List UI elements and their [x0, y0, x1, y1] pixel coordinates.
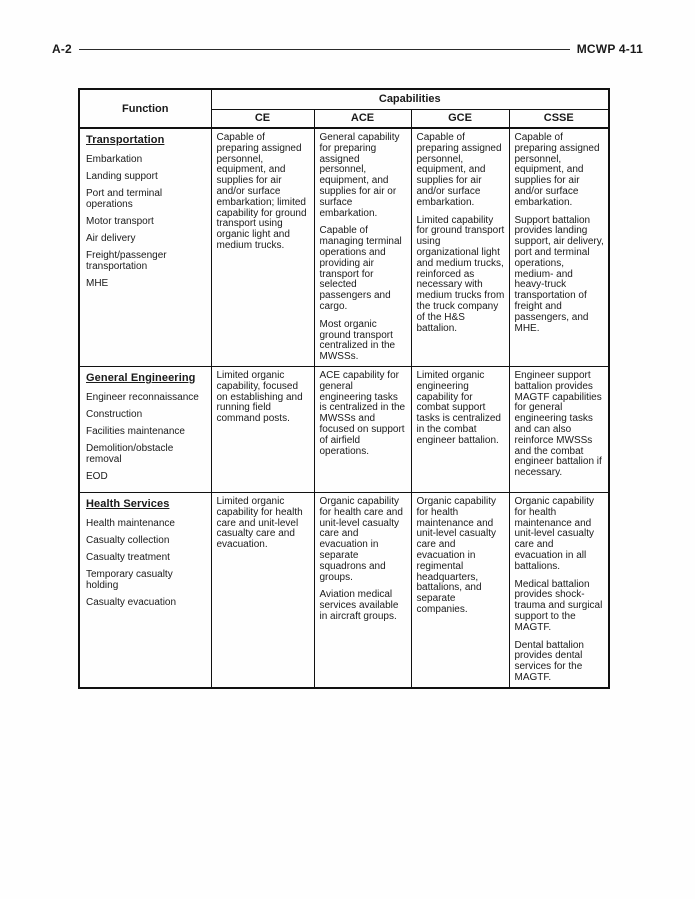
function-cell [79, 128, 211, 366]
header-rule [79, 49, 570, 50]
function-title: Health Services [86, 497, 170, 510]
capability-cell-csse [509, 366, 609, 492]
page-number: A-2 [52, 42, 72, 56]
capability-paragraph: Organic capability for health maintenance and unit-level casualty care and evacuation in regimental headquarters, battalions, and separate companies. [416, 495, 496, 615]
capability-cell-gce [411, 128, 509, 366]
table-row [79, 128, 609, 366]
capability-paragraph: Engineer support battalion provides MAGTF capabilities for general engineering tasks and can also reinforce MWSSs and the combat engineer battalion if necessary. [514, 369, 602, 479]
function-column-header: Function [79, 89, 211, 128]
function-item: Temporary casualty holding [86, 568, 173, 591]
capabilities-group-header: Capabilities [211, 89, 609, 109]
capability-paragraph: General capability for preparing assigned personnel, equipment, and supplies for air or surface embarkation. [319, 132, 400, 219]
table-body [79, 128, 609, 688]
function-item: EOD [86, 470, 108, 482]
function-title: General Engineering [86, 371, 196, 384]
function-cell [79, 366, 211, 492]
capability-paragraph: Limited organic engineering capability for combat support tasks is centralized in the combat engineer battalion. [416, 369, 501, 446]
table-row [79, 366, 609, 492]
capability-paragraph: Organic capability for health care and unit-level casualty care and evacuation in separate squadrons and groups. [319, 495, 403, 583]
function-item: Freight/passenger transportation [86, 250, 167, 272]
capability-cell-ace [314, 128, 411, 366]
function-item: Health maintenance [86, 517, 175, 529]
capabilities-table [78, 88, 610, 689]
table-header-row-1 [79, 89, 609, 109]
capability-cell-ace [314, 492, 411, 687]
function-item: Casualty collection [86, 534, 170, 546]
function-item: Demolition/obstacle removal [86, 442, 174, 465]
capability-paragraph: Limited capability for ground transport using organizational light and medium trucks, reinforced as necessary with medium trucks from the truck company of the H&S battalion. [416, 214, 505, 334]
capability-cell-csse [509, 492, 609, 687]
function-item: Casualty evacuation [86, 596, 177, 608]
capability-paragraph: Capable of preparing assigned personnel, equipment, and supplies for air and/or surface embarkation. [514, 132, 600, 208]
capability-paragraph: Capable of preparing assigned personnel, equipment, and supplies for air and/or surface embarkation; limited capability for ground transport using organic light and medium trucks. [216, 132, 307, 251]
function-item: MHE [86, 278, 109, 289]
function-cell [79, 492, 211, 687]
capability-cell-gce [411, 366, 509, 492]
function-item: Construction [86, 408, 143, 420]
capability-paragraph: Medical battalion provides shock-trauma and surgical support to the MAGTF. [514, 578, 603, 633]
capability-paragraph: Aviation medical services available in aircraft groups. [319, 589, 399, 622]
function-item: Air delivery [86, 233, 136, 244]
capability-paragraph: Capable of preparing assigned personnel, equipment, and supplies for air and/or surface embarkation. [416, 132, 502, 208]
function-item: Facilities maintenance [86, 425, 185, 437]
column-header-ce: CE [211, 109, 314, 128]
capability-cell-ce [211, 366, 314, 492]
column-header-ace: ACE [314, 109, 411, 128]
capability-paragraph: ACE capability for general engineering tasks is centralized in the MWSSs and focused on support of airfield operations. [319, 369, 406, 457]
function-item: Motor transport [86, 216, 154, 227]
function-title: Transportation [86, 134, 165, 146]
capability-paragraph: Dental battalion provides dental services for the MAGTF. [514, 639, 584, 683]
capability-paragraph: Support battalion provides landing support, air delivery, port and terminal operations, medium- and heavy-truck transportation of freight and passengers, and MHE. [514, 214, 604, 334]
function-item: Casualty treatment [86, 551, 170, 563]
capability-cell-ce [211, 128, 314, 366]
capability-cell-ce [211, 492, 314, 687]
function-item: Engineer reconnaissance [86, 391, 199, 403]
capability-cell-gce [411, 492, 509, 687]
capability-paragraph: Organic capability for health maintenance and unit-level casualty care and evacuation in all battalions. [514, 495, 594, 572]
capability-paragraph: Capable of managing terminal operations and providing air transport for selected passengers and cargo. [319, 225, 402, 312]
column-header-csse: CSSE [509, 109, 609, 128]
capability-cell-ace [314, 366, 411, 492]
function-item: Port and terminal operations [86, 188, 163, 210]
table-row [79, 492, 609, 687]
capability-cell-csse [509, 128, 609, 366]
publication-number: MCWP 4-11 [576, 42, 643, 56]
function-item: Landing support [86, 171, 158, 182]
table-head [79, 89, 609, 128]
function-item: Embarkation [86, 154, 143, 165]
column-header-gce: GCE [411, 109, 509, 128]
capability-paragraph: Most organic ground transport centralized in the MWSSs. [319, 318, 396, 363]
capability-paragraph: Limited organic capability for health care and unit-level casualty care and evacuation. [216, 495, 303, 551]
capability-paragraph: Limited organic capability, focused on establishing and running field command posts. [216, 369, 303, 425]
page-header [52, 42, 643, 56]
